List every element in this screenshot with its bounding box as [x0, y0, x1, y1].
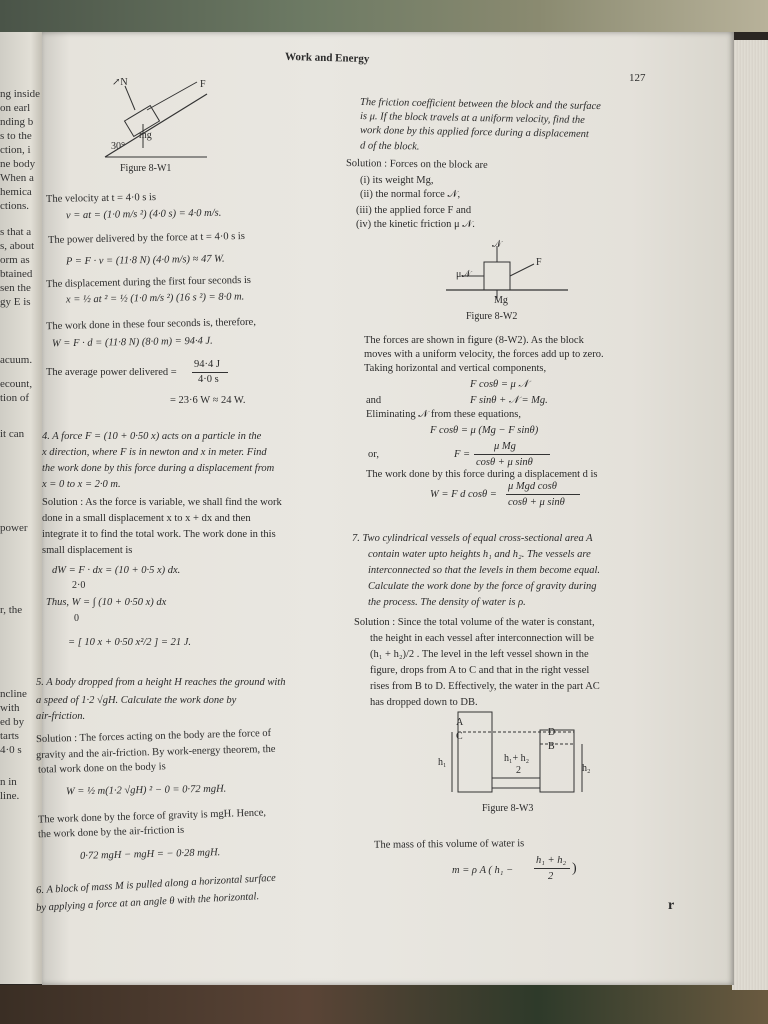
fig-w1-force-label: F	[200, 79, 206, 90]
prev-fragment: ne body	[0, 158, 36, 170]
text-work-done-d: The work done by this force during a displacement d is	[366, 469, 598, 480]
prev-fragment: s to the	[0, 130, 32, 142]
prev-fragment: ncline	[0, 688, 27, 700]
problem-7-line-2: contain water upto heights h₁ and h₂. The vessels are	[368, 549, 591, 560]
fig-w3-label-h1: h₁	[438, 757, 447, 768]
solution-7-line-4: figure, drops from A to C and that in the right vessel	[370, 665, 590, 676]
fig-w3-label-mid-numerator: h₁+ h₂	[504, 753, 530, 764]
line-displacement: The displacement during the first four seconds is	[45, 274, 252, 291]
fraction-bar	[474, 454, 550, 455]
background-bottom	[0, 985, 768, 1024]
fig-w3-label-a: A	[456, 717, 464, 728]
problem-6-line-2: by applying a force at an angle θ with the horizontal.	[35, 891, 260, 914]
prev-fragment: s that a	[0, 226, 32, 238]
eq-integral-result: = [ 10 x + 0·50 x²/2 ] = 21 J.	[68, 637, 191, 648]
normal-force-arrow	[125, 86, 135, 110]
fig-w1-angle-label: 30°	[111, 141, 125, 152]
margin-mark: r	[668, 898, 675, 913]
solution-7-line-1: Solution : Since the total volume of the water is constant,	[354, 617, 595, 628]
right-vessel	[540, 730, 574, 792]
fig-w1-normal-label: ↗N	[112, 77, 128, 88]
eq-mass-close-paren: )	[572, 861, 577, 876]
eq-total-work: W = ½ m(1·2 √gH) ² − 0 = 0·72 mgH.	[65, 783, 227, 798]
prev-fragment: s, about	[0, 240, 35, 252]
prev-fragment: power	[0, 522, 28, 534]
integral-upper-limit: 2·0	[72, 580, 86, 591]
solution-5-line-2: gravity and the air-friction. By work-energy theorem, the	[35, 743, 276, 762]
problem-6-cont-line-2: is μ. If the block travels at a uniform velocity, find the	[359, 111, 585, 126]
solution-6-item-2: (ii) the normal force 𝒩,	[360, 189, 461, 200]
eq-eliminated: F cosθ = μ (Mg − F sinθ)	[430, 425, 539, 436]
fig-w2-mg-label: Mg	[494, 295, 508, 306]
word-and: and	[366, 395, 382, 406]
prev-fragment: with	[0, 702, 20, 714]
prev-fragment: hemica	[0, 186, 32, 198]
prev-fragment: ng inside	[0, 88, 41, 100]
problem-7-line-1: 7. Two cylindrical vessels of equal cross-sectional area A	[352, 533, 593, 544]
text-6-line-1: The forces are shown in figure (8-W2). As the block	[364, 335, 584, 346]
solution-4-line-2: done in a small displacement x to x + dx and then	[42, 513, 251, 524]
fig-w3-caption: Figure 8-W3	[482, 803, 534, 814]
eq-dw: dW = F · dx = (10 + 0·5 x) dx.	[52, 565, 181, 576]
problem-6-cont-line-3: work done by this applied force during a displacement	[359, 125, 589, 140]
eq-avg-power-result: = 23·6 W ≈ 24 W.	[170, 395, 246, 406]
eq-w-lhs: W = F d cosθ =	[430, 489, 497, 500]
line-work-done: The work done in these four seconds is, therefore,	[45, 316, 257, 333]
prev-fragment: line.	[0, 790, 20, 802]
fig-w2-friction-label: μ𝒩	[456, 269, 471, 280]
eq-vertical: F sinθ + 𝒩 = Mg.	[470, 395, 548, 406]
page-stack-edge	[732, 40, 768, 990]
running-title: Work and Energy	[284, 50, 370, 66]
frac-f-numerator: μ Mg	[494, 441, 516, 452]
prev-fragment: ed by	[0, 716, 25, 728]
eq-air-friction-work: 0·72 mgH − mgH = − 0·28 mgH.	[79, 847, 221, 862]
problem-4-line-2: x direction, where F is in newton and x in meter. Find	[42, 447, 267, 458]
prev-fragment: When a	[0, 172, 34, 184]
solution-4-line-3: integrate it to find the total work. The work done in this	[42, 529, 276, 540]
eq-mass-lhs: m = ρ A ( h₁ −	[452, 865, 514, 876]
frac-avg-denominator: 4·0 s	[198, 374, 219, 385]
solution-6-item-3: (iii) the applied force F and	[356, 205, 472, 216]
solution-6-line-1: Solution : Forces on the block are	[345, 158, 488, 171]
solution-7-line-5: rises from B to D. Effectively, the water in the part AC	[370, 681, 600, 692]
problem-4-line-4: x = 0 to x = 2·0 m.	[42, 479, 121, 490]
prev-fragment: it can	[0, 428, 25, 440]
eq-f-lhs: F =	[454, 449, 471, 460]
problem-5-line-3: air-friction.	[36, 711, 86, 722]
prev-fragment: sen the	[0, 282, 31, 294]
solution-5-line-3: total work done on the body is	[37, 761, 166, 776]
fig-w2-force-label: F	[536, 257, 542, 268]
fig-w1-mg-label: mg	[139, 130, 152, 141]
line-avg-power: The average power delivered =	[46, 367, 177, 378]
text-6-line-3: Taking horizontal and vertical components,	[364, 363, 547, 374]
prev-fragment: n in	[0, 776, 17, 788]
applied-force-arrow	[147, 82, 197, 110]
fig-w3-label-c: C	[456, 731, 463, 742]
problem-6-cont-line-4: d of the block.	[359, 140, 420, 153]
solution-7-line-2: the height in each vessel after interconnection will be	[370, 633, 594, 644]
eq-horizontal: F cosθ = μ 𝒩	[470, 379, 529, 390]
eq-work-done: W = F · d = (11·8 N) (8·0 m) = 94·4 J.	[51, 335, 213, 350]
problem-6-line-1: 6. A block of mass M is pulled along a horizontal surface	[35, 872, 277, 897]
problem-5-line-1: 5. A body dropped from a height H reaches the ground with	[36, 677, 286, 688]
solution-5-line-6: the work done by the air-friction is	[37, 824, 185, 841]
fraction-bar	[534, 868, 570, 869]
fig-w3-label-mid-denominator: 2	[516, 765, 521, 776]
prev-fragment: orm as	[0, 254, 30, 266]
eq-integral: Thus, W = ∫ (10 + 0·50 x) dx	[46, 597, 167, 608]
applied-force-arrow	[510, 264, 534, 276]
fraction-bar	[506, 494, 580, 495]
prev-fragment: ction, i	[0, 144, 31, 156]
frac-f-denominator: cosθ + μ sinθ	[476, 457, 533, 468]
prev-fragment: nding b	[0, 116, 34, 128]
problem-7-line-5: the process. The density of water is ρ.	[368, 597, 526, 608]
eq-velocity: v = at = (1·0 m/s ²) (4·0 s) = 4·0 m/s.	[65, 207, 222, 222]
prev-fragment: gy E is	[0, 296, 31, 308]
fig-w2-caption: Figure 8-W2	[466, 311, 518, 322]
problem-7-line-3: interconnected so that the levels in them become equal.	[368, 565, 600, 576]
frac-w-numerator: μ Mgd cosθ	[508, 481, 557, 492]
integral-lower-limit: 0	[74, 613, 79, 624]
line-velocity: The velocity at t = 4·0 s is	[45, 192, 157, 205]
prev-fragment: on earl	[0, 102, 31, 114]
solution-7-line-3: (h₁ + h₂)/2 . The level in the left vessel shown in the	[370, 649, 589, 660]
solution-5-line-1: Solution : The forces acting on the body are the force of	[35, 727, 272, 746]
prev-fragment: tion of	[0, 392, 30, 404]
solution-4-line-1: Solution : As the force is variable, we shall find the work	[42, 497, 282, 508]
solution-7-line-6: has dropped down to DB.	[370, 697, 478, 708]
eq-displacement: x = ½ at ² = ½ (1·0 m/s ²) (16 s ²) = 8·0 m.	[65, 291, 245, 306]
word-or: or,	[368, 449, 379, 460]
prev-fragment: ctions.	[0, 200, 30, 212]
textbook-page	[35, 32, 734, 985]
eq-power: P = F · v = (11·8 N) (4·0 m/s) ≈ 47 W.	[65, 253, 225, 268]
page-number: 127	[629, 72, 646, 84]
frac-w-denominator: cosθ + μ sinθ	[508, 497, 565, 508]
prev-fragment: ecount,	[0, 378, 33, 390]
fig-w3-label-h2: h₂	[582, 763, 591, 774]
prev-fragment: acuum.	[0, 354, 33, 366]
fig-w1-caption: Figure 8-W1	[120, 163, 172, 174]
solution-5-line-5: The work done by the force of gravity is mgH. Hence,	[37, 807, 267, 826]
block	[484, 262, 510, 290]
problem-4-line-3: the work done by this force during a displacement from	[42, 463, 275, 474]
problem-4-line-1: 4. A force F = (10 + 0·50 x) acts on a particle in the	[42, 431, 262, 442]
prev-fragment: tarts	[0, 730, 19, 742]
text-6-line-2: moves with a uniform velocity, the forces add up to zero.	[364, 349, 604, 360]
frac-avg-numerator: 94·4 J	[194, 359, 220, 370]
problem-6-cont-line-1: The friction coefficient between the block and the surface	[359, 96, 601, 113]
text-7-mass: The mass of this volume of water is	[373, 838, 525, 851]
prev-fragment: btained	[0, 268, 33, 280]
problem-5-line-2: a speed of 1·2 √gH. Calculate the work done by	[36, 695, 237, 706]
fig-w2-normal-label: 𝒩	[492, 239, 502, 250]
frac-mass-numerator: h₁ + h₂	[536, 855, 567, 866]
text-eliminating: Eliminating 𝒩 from these equations,	[366, 409, 521, 420]
prev-fragment: 4·0 s	[0, 744, 22, 756]
problem-7-line-4: Calculate the work done by the force of gravity during	[368, 581, 597, 592]
background-top	[0, 0, 768, 32]
fig-w3-label-d: D	[548, 727, 556, 738]
frac-mass-denominator: 2	[548, 871, 554, 882]
solution-6-item-4: (iv) the kinetic friction μ 𝒩.	[356, 219, 475, 230]
solution-4-line-4: small displacement is	[42, 545, 133, 556]
prev-fragment: r, the	[0, 604, 23, 616]
fig-w3-label-b: B	[548, 741, 555, 752]
solution-6-item-1: (i) its weight Mg,	[360, 175, 434, 186]
line-power: The power delivered by the force at t = 4·0 s is	[47, 230, 245, 247]
